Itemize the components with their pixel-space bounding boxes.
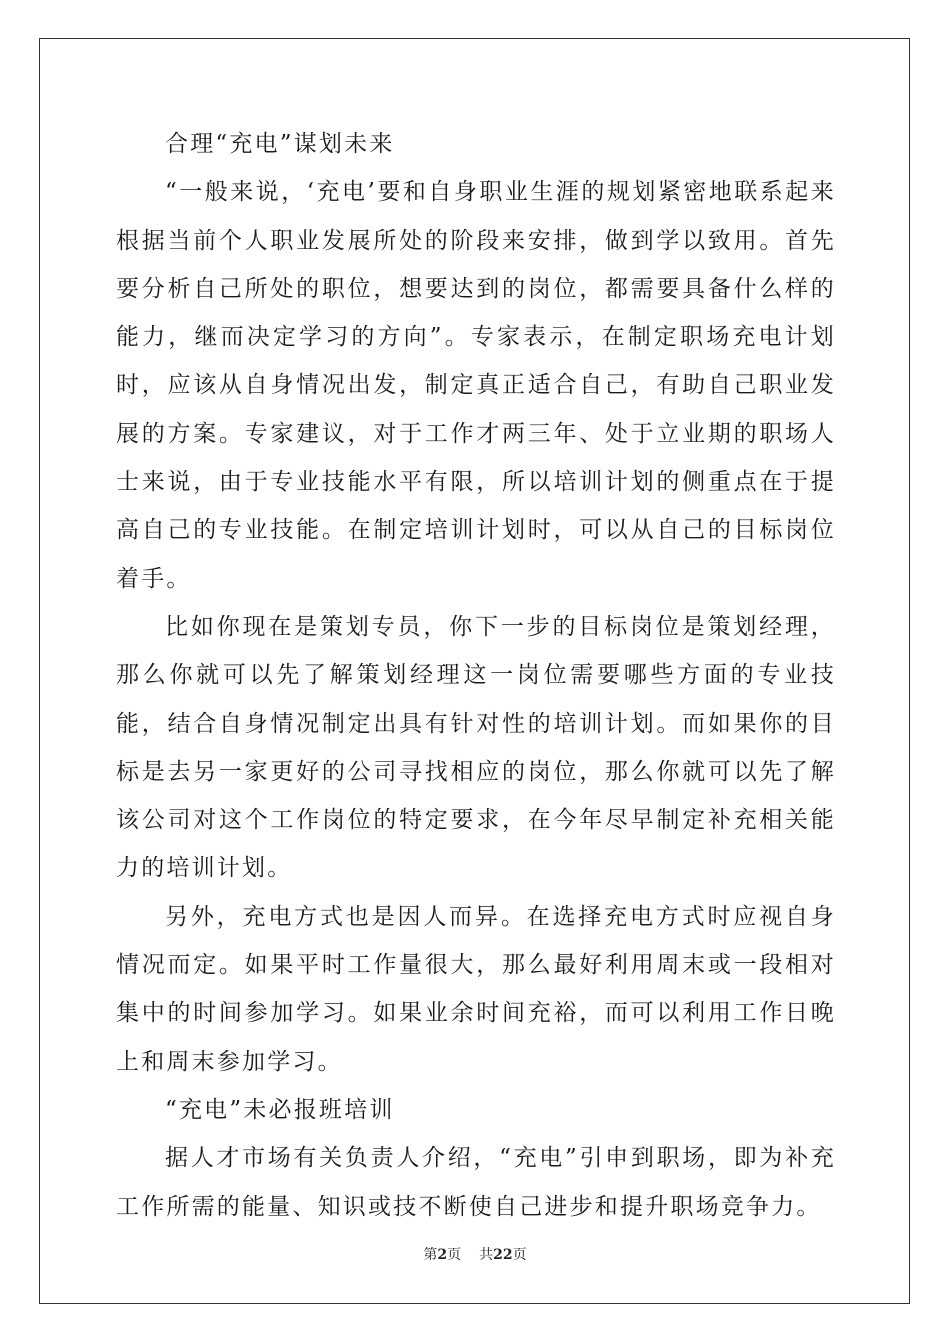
paragraph-4: 据人才市场有关负责人介绍，“充电”引申到职场，即为补充工作所需的能量、知识或技不断使自己进步和提升职场竞争力。 — [116, 1145, 836, 1220]
page-number: 2 — [437, 1247, 448, 1263]
paragraph-3: 另外，充电方式也是因人而异。在选择充电方式时应视自身情况而定。如果平时工作量很大，那么最好利用周末或一段相对集中的时间参加学习。如果业余时间充裕，而可以利用工作日晚上和周末参加学习。 — [116, 903, 836, 1075]
total-pages: 22 — [493, 1247, 513, 1263]
paragraph-2: 比如你现在是策划专员，你下一步的目标岗位是策划经理，那么你就可以先了解策划经理这一岗位需要哪些方面的专业技能，结合自身情况制定出具有针对性的培训计划。而如果你的目标是去另一家更好的公司寻找相应的岗位，那么你就可以先了解该公司对这个工作岗位的特定要求，在今年尽早制定补充相关能力的培训计划。 — [116, 613, 836, 882]
total-suffix: 页 — [512, 1247, 527, 1263]
paragraph-1: “一般来说，‘充电’要和自身职业生涯的规划紧密地联系起来根据当前个人职业发展所处的阶段来安排，做到学以致用。首先要分析自己所处的职位，想要达到的岗位，都需要具备什么样的能力，继而决定学习的方向”。专家表示，在制定职场充电计划时，应该从自身情况出发，制定真正适合自己，有助自己职业发展的方案。专家建议，对于工作才两三年、处于立业期的职场人士来说，由于专业技能水平有限，所以培训计划的侧重点在于提高自己的专业技能。在制定培训计划时，可以从自己的目标岗位着手。 — [116, 179, 836, 592]
page-footer — [0, 1244, 950, 1264]
document-body — [116, 120, 836, 1231]
page-prefix: 第 — [423, 1247, 438, 1263]
section-heading-2: “充电”未必报班培训 — [165, 1096, 395, 1123]
page-suffix: 页 — [447, 1247, 462, 1263]
total-prefix: 共 — [479, 1247, 494, 1263]
section-heading-1: 合理“充电”谋划未来 — [165, 131, 395, 157]
